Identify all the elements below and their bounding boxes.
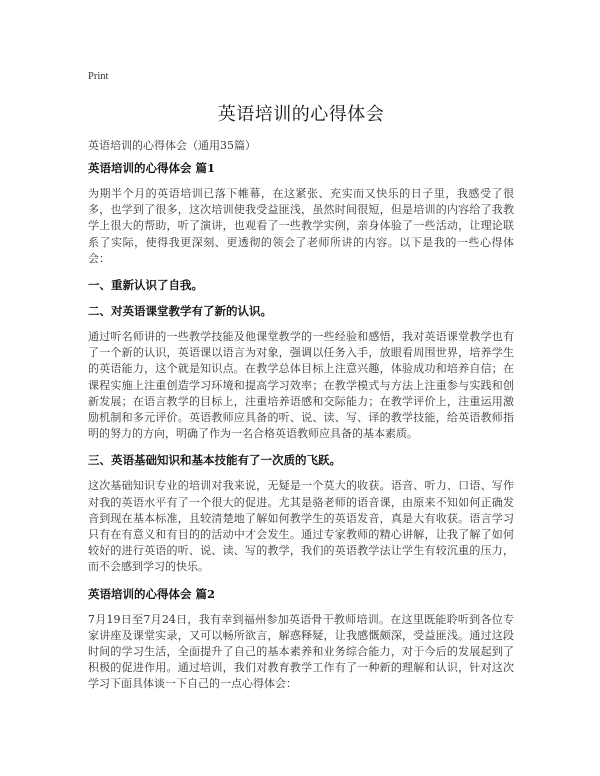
subheading-2: 二、对英语课堂教学有了新的认识。 <box>88 304 272 319</box>
subheading-3: 三、英语基础知识和基本技能有了一次质的飞跃。 <box>88 453 341 468</box>
page-title: 英语培训的心得体会 <box>217 104 385 125</box>
subheading-1: 一、重新认识了自我。 <box>88 278 203 293</box>
section-heading-1: 英语培训的心得体会 篇1 <box>88 161 216 175</box>
document-body <box>88 160 514 703</box>
paragraph-3: 这次基础知识专业的培训对我来说，无疑是一个莫大的收获。语音、听力、口语、写作对我的英语水平有了一个很大的促进。尤其是骆老师的语音课，由原来不知如何正确发音到现在基本标准，且较清楚地了解如何教学生的英语发音，真是大有收获。语言学习只有在有意义和有目的的活动中才会发生。通过专家教师的精心讲解，让我了解了如何较好的进行英语的听、说、读、写的教学，我们的英语教学法让学生有较沉重的压力，而不会感到学习的快乐。 <box>88 479 514 574</box>
section-heading-2: 英语培训的心得体会 篇2 <box>88 586 216 601</box>
print-label: Print <box>88 71 109 82</box>
paragraph-4: 7月19日至7月24日，我有幸到福州参加英语骨干教师培训。在这里既能聆听到各位专家讲座及课堂实录，又可以畅所欲言，解惑释疑，让我感慨颇深，受益匪浅。通过这段时间的学习生活，全面提升了自己的基本素养和业务综合能力，对于今后的发展起到了积极的促进作用。通过培训，我们对教育教学工作有了一种新的理解和认识，针对这次学习下面具体谈一下自己的一点心得体会： <box>88 612 514 691</box>
paragraph-1: 为期半个月的英语培训已落下帷幕，在这紧张、充实而又快乐的日子里，我感受了很多，也学到了很多，这次培训使我受益匪浅，虽然时间很短，但是培训的内容给了我教学上很大的帮助，听了演讲，也观看了一些教学实例，亲身体验了一些活动，让理论联系了实际，使得我更深刻、更透彻的领会了老师所讲的内容。以下是我的一些心得体会： <box>88 187 514 265</box>
paragraph-2: 通过听名师讲的一些教学技能及他课堂教学的一些经验和感悟，我对英语课堂教学也有了一个新的认识，英语课以语言为对象，强调以任务入手，放眼看周围世界，培养学生的英语能力，这个就是知识点。在教学总体目标上注意兴趣，体验成功和培养自信；在课程实施上注重创造学习环境和提高学习效率；在教学模式与方法上注重参与实践和创新发展；在语言教学的目标上，注重培养语感和交际能力；在教学评价上，注重运用激励机制和多元评价。英语教师应具备的听、说、读、写、译的教学技能，给英语教师指明的努力的方向，明确了作为一名合格英语教师应具备的基本素质。 <box>88 330 514 441</box>
document-subtitle: 英语培训的心得体会（通用35篇） <box>88 139 256 152</box>
